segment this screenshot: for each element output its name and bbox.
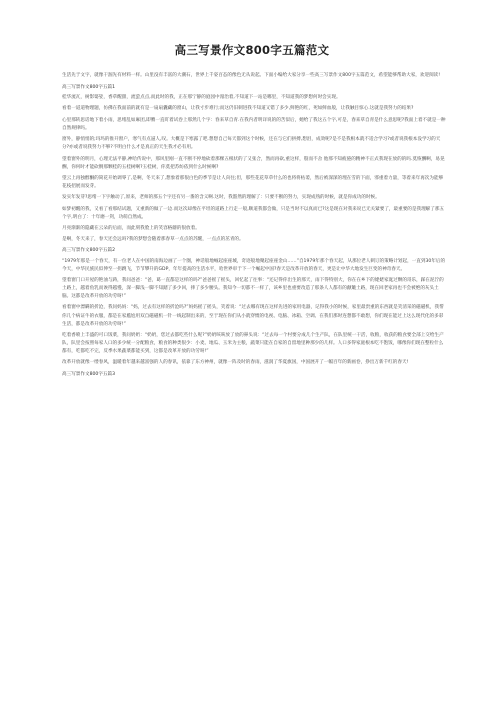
body-paragraph: 如梦初醒的我，又看了看那结试题，又重新的做了一边.而这次却像在平坦的道路上行走一般,顺道我都会做，只是当时不以真而已?这是现在对我来说已无关紧要了，最重要的是我理解了那五个字,明白了：十年磨一剑，功萌自然成。: [62, 206, 445, 220]
body-paragraph: 吃着香喷上丰盛的可口饭菜，我问奶奶：“奶奶，您过去都吃些什么呢?”奶奶咳咳放了放的鼻头说：“过去每一个村要分成几个生产队，在队里统一干活，收粮，收获的粮食要全部上交给生产队，队里会按照每家人口的多少统一分配粮食，粮食的种类很少：小麦、地瓜、玉米为主粮，蔬菜只能在自家的自留地里种那少的几样。人口多得家庭根本吃不饱饭，哪像你们现在整粒什么都有，吃都吃不完，反季水果蔬菜都能买到，这都是改革开放的功劳呀!”: [62, 332, 444, 355]
body-paragraph: 是啊，冬天来了，春天还会远吗?我的梦想会随着那春草一点点的苏醒，一点点的茁青的。: [62, 237, 244, 243]
body-paragraph: 桂华流瓦，树影婆娑，香草醒甜，流萤点点,而此时的我，正在那宁静的庭园中漫治着,不知道下一站是哪里，不知道我的梦想何时会实现。: [62, 95, 341, 101]
body-paragraph: 望着窗外的明月，心理无法平静,神哈传说中，那风里刚一直不断不停地砍着那棵五根状的了又张合，然而再砍,重这样，殷而不舍 他那不知疲倦的精神不正式我现在放的的吗.莫恢酬啊，易晃酬，你何时才能砍倒那颗桂的五桂树啊?玉桂树，你莫把苏纺依到什么时候啊?: [62, 156, 445, 170]
body-paragraph: 改革开放就像一缕春风，温暖着年越来越富强的人的春讯，依靠了东方神州，就像一阵及时的春雨，滋润了华夏旗国，中国展开了一幅百年的新画卷，挣出万新千红的春天!: [62, 360, 409, 366]
section-heading: 高三写景作文800字五篇1: [62, 85, 116, 91]
intro-paragraph: 生活先于文字，就像干涸先有材料一样。山里没有丰富的大潮石，世界上千姿百态的像色无从说起。下面小编给大家分享一些高三写景作文800字五篇范文，希望能够帮助大家，欢迎阅读!: [62, 73, 441, 78]
section-heading: 高三写景作文800字五篇3: [62, 371, 116, 377]
document-title: 高三写景作文800字五篇范文: [174, 43, 330, 57]
body-paragraph: 看着一道道物理题，仿佛在我面前的就有是一扇扇囊藏的窗山，让我寸步难行;而这仍旧刺进我不知道又错了多少,鲜艳的红，死如鲜血般，让我触目惊心.这就是我努力的结果?: [62, 106, 414, 112]
body-paragraph: 心里那转思话地下着小雨，思绪乱如麻团,即膊一直盯着试卷上那然几个字：春来草自青.在我内者明详说的的苦似后，她给了我这五个字,可是，春来草自青是什么意思呢?我面上着不就是一种自然规律吗。: [62, 117, 446, 131]
body-paragraph: 发实年发芽?思绪一下字触动了,原来，老师的那五个字还有另一番的含义啊.这时，我豁然的理解了：只要不断的努力，实现成熟的时候，就是你成功的时候。: [62, 195, 380, 201]
body-paragraph: “1979年那是一个春天，有一位老人在中国的南海边画了一个圈，神话般地崛起座座城，奇迹般地聚起座座金山……”自1979年那个春天起，从那位老人刺订的策略计划起，一直到30年后的今天，中华民族民似伸至一拐跳飞，节节攀升的GDP，年年提高的生活水平，哈世界审于下一个崛起中国?春天是改革开放的春天，更是让中华大地发生巨变的神奇春天。: [62, 258, 446, 272]
body-paragraph: 望着窗门口开屋的艳油与踌，我问爸爸：“爸，葛一直都是这样的吗?”爸爸摇了摇头，回忆起了往事：“还记得你出生的那天，雨下得特别大，你在在乡下的姥姥家诞过颗的哥乐，踩在泥泞的土路上，越着鱼乳而诶得越慢，深一脚浅一脚不知踏了多少回，摔了多少腰头。我知今一切都不一样了，该乡里也重要改造了那条人人都有的颠簸土路，现在回老家再也不会被绝的灰头土脑。这都是改革开放的功劳呀!”: [62, 277, 444, 300]
body-paragraph: 望云上再独醇酮的简花开始调零了,是啊，冬天来了,想象着那很白色的季节是让人向往;但，那些花花草草什么的也将将枯萎，然后被深深的埋在雪的下面，邪重着力量，等着来年再次为能够花枝招展而发芽。: [62, 175, 444, 189]
body-paragraph: 月亮渐渐的隐藏在云朵的后面，而此刻我脸上的笑容格蘑的很放着。: [62, 225, 200, 231]
section-heading: 高三写景作文800字五篇2: [62, 248, 116, 254]
body-paragraph: 窗外，静悄悄的;玛玛的推开窗户，寒气有点逼人,叹。大概是下寒露了吧.想想自己每天都到这个时候，还在与它们拼搏,想泪，成效呢?是不是我根本就不适合学习?或者说我根本没学习的天分?亦或者说我努力不够?不明白什么才是真正的天生我才必有用。: [62, 137, 441, 151]
body-paragraph: 看着窗中漂瞒的折沧，我问妈妈：“妈，过去有这样的折沧吗?”妈妈摇了摇头，笑着说：“过去哪有现在这样先进的家用电器，记得我小的时候，家里最贵重的东西就是笑清采的磁磁机，我帮你几个病证牛的衣服，都是在家尴尬用双自磁磁机一针一线起制出来的，至于现在你们从小就穿惯的电视、电脑、冰箱、空调、在我们那时连想都不敢想，你们现在能过上这么现代化的多彩生活，都是改革开放的功劳呀!”: [62, 305, 444, 327]
document-body: [62, 72, 446, 381]
